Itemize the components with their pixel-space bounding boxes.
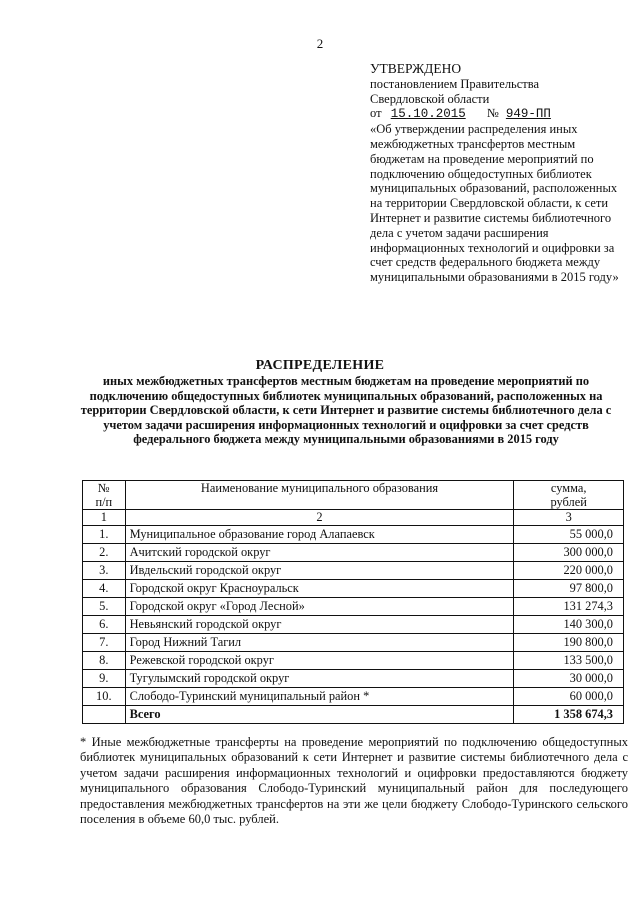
row-name: Город Нижний Тагил — [125, 634, 514, 652]
row-number: 4. — [83, 580, 126, 598]
table-row — [83, 634, 624, 652]
row-sum: 60 000,0 — [514, 688, 624, 706]
table-row — [83, 688, 624, 706]
row-sum: 220 000,0 — [514, 562, 624, 580]
page-number: 2 — [316, 36, 324, 51]
document-title: РАСПРЕДЕЛЕНИЕ — [255, 358, 385, 373]
row-name: Муниципальное образование город Алапаевск — [125, 526, 514, 544]
header-sum-line-1: сумма, — [550, 481, 587, 495]
table-row — [83, 562, 624, 580]
row-name: Невьянский городской округ — [125, 616, 514, 634]
index-cell: 3 — [514, 510, 624, 526]
table-row — [83, 526, 624, 544]
approval-date-line — [370, 106, 632, 122]
header-sum-line-2: рублей — [550, 495, 587, 509]
index-cell: 2 — [125, 510, 514, 526]
header-number-line-2: п/п — [95, 495, 113, 509]
row-number: 9. — [83, 670, 126, 688]
header-name: Наименование муниципального образования — [125, 481, 514, 510]
row-number: 10. — [83, 688, 126, 706]
row-sum: 97 800,0 — [514, 580, 624, 598]
distribution-table — [82, 480, 624, 724]
footnote: * Иные межбюджетные трансферты на проведение мероприятий по подключению общедоступных библиотек муниципальных образований к сети Интернет и развитие системы библиотечного дела с учетом задачи расширения информационных технологий и оцифровки предоставляются бюджету муниципального образования Слободо-Туринский муниципальный район для последующего предоставления межбюджетных трансфертов на эти же цели бюджету Слободо-Туринского сельского поселения в объеме 60,0 тыс. рублей. — [80, 735, 628, 827]
table-header-row — [83, 481, 624, 510]
header-sum — [514, 481, 624, 510]
row-sum: 131 274,3 — [514, 598, 624, 616]
row-number: 7. — [83, 634, 126, 652]
row-number: 2. — [83, 544, 126, 562]
table-index-row — [83, 510, 624, 526]
table-row — [83, 652, 624, 670]
row-sum: 30 000,0 — [514, 670, 624, 688]
row-sum: 300 000,0 — [514, 544, 624, 562]
row-name: Ивдельский городской округ — [125, 562, 514, 580]
row-sum: 140 300,0 — [514, 616, 624, 634]
approval-note: «Об утверждении распределения иных межбюджетных трансфертов местным бюджетам на проведение мероприятий по подключению общедоступных библиотек муниципальных образований, расположенных на территории Свердловской области, к сети Интернет и развитие системы библиотечного дела с учетом задачи расширения информационных технологий и оцифровки за счет средств федерального бюджета между муниципальными образованиями в 2015 году» — [370, 122, 619, 285]
approval-line-1: постановлением Правительства — [370, 76, 540, 91]
row-number: 6. — [83, 616, 126, 634]
approval-number: 949-ПП — [505, 107, 551, 122]
row-name: Тугулымский городской округ — [125, 670, 514, 688]
number-prefix: № — [486, 106, 499, 121]
header-number — [83, 481, 126, 510]
row-number: 1. — [83, 526, 126, 544]
document-subtitle: иных межбюджетных трансфертов местным бюджетам на проведение мероприятий по подключению общедоступных библиотек муниципальных образований, расположенных на территории Свердловской области, к сети Интернет и развитие системы библиотечного дела с учетом задачи расширения информационных технологий и оцифровки за счет средств федерального бюджета между муниципальными образованиями в 2015 году — [80, 374, 612, 446]
date-prefix: от — [370, 106, 382, 121]
approval-line-2: Свердловской области — [370, 91, 490, 106]
table-row — [83, 616, 624, 634]
table-total-row — [83, 706, 624, 724]
total-empty-cell — [83, 706, 126, 724]
row-number: 5. — [83, 598, 126, 616]
header-number-line-1: № — [97, 481, 110, 495]
total-label: Всего — [125, 706, 514, 724]
index-cell: 1 — [83, 510, 126, 526]
row-name: Режевской городской округ — [125, 652, 514, 670]
row-name: Ачитский городской округ — [125, 544, 514, 562]
approval-heading: УТВЕРЖДЕНО — [370, 61, 462, 76]
row-number: 3. — [83, 562, 126, 580]
row-name: Городской округ «Город Лесной» — [125, 598, 514, 616]
table-row — [83, 670, 624, 688]
row-sum: 55 000,0 — [514, 526, 624, 544]
approval-date: 15.10.2015 — [390, 107, 466, 122]
table-row — [83, 544, 624, 562]
table-row — [83, 580, 624, 598]
row-number: 8. — [83, 652, 126, 670]
total-sum: 1 358 674,3 — [514, 706, 624, 724]
table-row — [83, 598, 624, 616]
row-sum: 190 800,0 — [514, 634, 624, 652]
row-name: Слободо-Туринский муниципальный район * — [125, 688, 514, 706]
approval-block — [370, 62, 632, 285]
row-name: Городской округ Красноуральск — [125, 580, 514, 598]
row-sum: 133 500,0 — [514, 652, 624, 670]
